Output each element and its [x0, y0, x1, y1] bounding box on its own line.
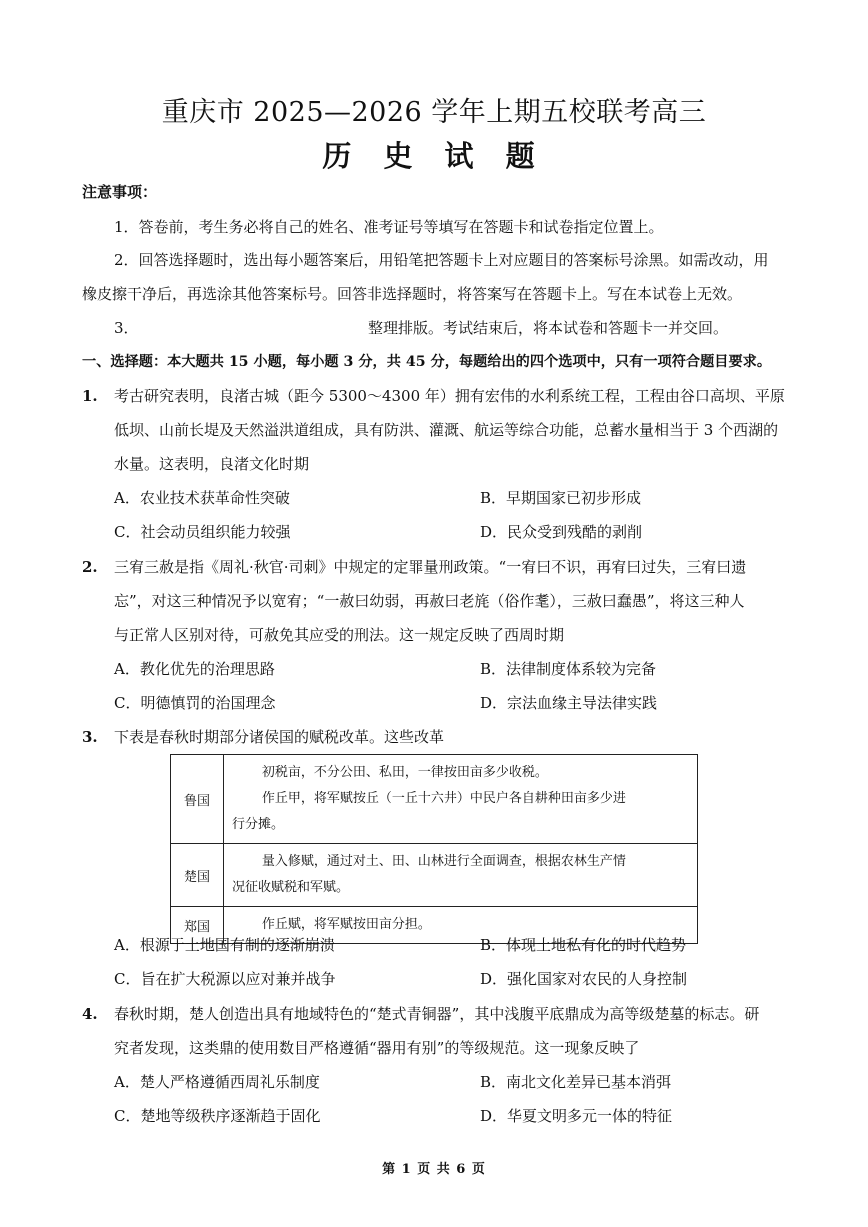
reform-cell — [224, 755, 698, 844]
option-c: C．社会动员组织能力较强 — [114, 523, 291, 541]
page-number: 第 1 页 共 6 页 — [382, 1162, 486, 1177]
option-c: C．明德慎罚的治国理念 — [114, 694, 276, 712]
reform-cell — [224, 844, 698, 907]
option-d: D．宗法血缘主导法律实践 — [480, 694, 658, 712]
option-b: B．早期国家已初步形成 — [480, 489, 642, 507]
question-stem-line: 三宥三赦是指《周礼·秋官·司刺》中规定的定罪量刑政策。“一宥曰不识，再宥曰过失，三宥曰遗 — [114, 558, 747, 576]
table-row — [171, 844, 698, 907]
state-cell: 郑国 — [171, 907, 224, 944]
option-d: D．民众受到残酷的剥削 — [480, 523, 643, 541]
question-number: 2. — [82, 558, 98, 576]
option-c: C．楚地等级秩序逐渐趋于固化 — [114, 1107, 321, 1125]
notice-item-2-cont: 橡皮擦干净后，再选涂其他答案标号。回答非选择题时，将答案写在答题卡上。写在本试卷上无效。 — [82, 285, 743, 303]
question-stem-line: 水量。这表明，良渚文化时期 — [114, 455, 310, 473]
option-d: D．强化国家对农民的人身控制 — [480, 970, 688, 988]
option-a: A．教化优先的治理思路 — [114, 660, 275, 678]
reform-text: 作丘赋，将军赋按田亩分担。 — [261, 917, 431, 932]
question-stem-line: 下表是春秋时期部分诸侯国的赋税改革。这些改革 — [114, 728, 445, 746]
state-cell: 楚国 — [171, 844, 224, 907]
question-stem-line: 低坝、山前长堤及天然溢洪道组成，具有防洪、灌溉、航运等综合功能，总蓄水量相当于 3 个西湖的 — [114, 421, 779, 439]
reform-text: 行分摊。 — [232, 817, 285, 832]
notice-item-1: 1．答卷前，考生务必将自己的姓名、准考证号等填写在答题卡和试卷指定位置上。 — [114, 218, 664, 236]
question-stem-line: 与正常人区别对待，可赦免其应受的刑法。这一规定反映了西周时期 — [114, 626, 565, 644]
question-number: 4. — [82, 1005, 98, 1023]
notice-item-3: 整理排版。考试结束后，将本试卷和答题卡一并交回。 — [368, 319, 729, 337]
option-a: A．楚人严格遵循西周礼乐制度 — [114, 1073, 320, 1091]
table-row — [171, 755, 698, 844]
option-b: B．法律制度体系较为完备 — [480, 660, 657, 678]
question-stem-line: 究者发现，这类鼎的使用数目严格遵循“器用有别”的等级规范。这一现象反映了 — [114, 1039, 640, 1057]
exam-subject-title: 历 史 试 题 — [322, 139, 546, 173]
exam-title: 重庆市 2025—2026 学年上期五校联考高三 — [161, 97, 707, 128]
question-number: 3. — [82, 728, 98, 746]
tax-reform-table — [170, 754, 698, 944]
reform-text: 作丘甲，将军赋按丘（一丘十六井）中民户各自耕种田亩多少进 — [261, 791, 626, 806]
question-number: 1. — [82, 387, 98, 405]
state-cell: 鲁国 — [171, 755, 224, 844]
option-b: B．体现土地私有化的时代趋势 — [480, 936, 687, 954]
option-d: D．华夏文明多元一体的特征 — [480, 1107, 673, 1125]
option-a: A．农业技术获革命性突破 — [114, 489, 290, 507]
question-stem-line: 春秋时期，楚人创造出具有地域特色的“楚式青铜器”，其中浅腹平底鼎成为高等级楚墓的标志。研 — [114, 1005, 760, 1023]
option-c: C．旨在扩大税源以应对兼并战争 — [114, 970, 336, 988]
section-heading: 一、选择题：本大题共 15 小题，每小题 3 分，共 45 分，每题给出的四个选项中，只有一项符合题目要求。 — [82, 354, 772, 370]
reform-text: 量入修赋，通过对土、田、山林进行全面调查，根据农林生产情 — [261, 854, 626, 869]
reform-text: 况征收赋税和军赋。 — [232, 880, 350, 895]
option-a: A．根源于土地国有制的逐渐崩溃 — [114, 936, 335, 954]
question-stem-line: 考古研究表明，良渚古城（距今 5300～4300 年）拥有宏伟的水利系统工程，工程由谷口高坝、平原 — [114, 387, 785, 405]
notice-item-2: 2．回答选择题时，选出每小题答案后，用铅笔把答题卡上对应题目的答案标号涂黑。如需改动，用 — [114, 251, 769, 269]
notice-heading: 注意事项： — [82, 183, 158, 201]
question-stem-line: 忘”，对这三种情况予以宽宥；“一赦曰幼弱，再赦曰老旄（俗作耄），三赦曰蠢愚”，将这三种人 — [114, 592, 745, 610]
option-b: B．南北文化差异已基本消弭 — [480, 1073, 672, 1091]
reform-text: 初税亩，不分公田、私田，一律按田亩多少收税。 — [261, 765, 548, 780]
notice-item-3-num: 3． — [114, 319, 139, 337]
